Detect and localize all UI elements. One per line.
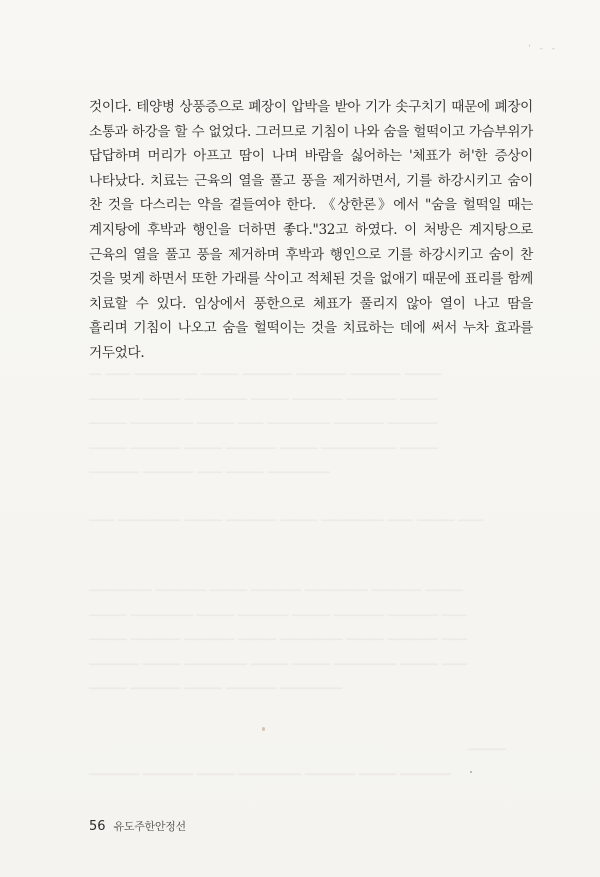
- bleed-through-block: ＿＿＿＿＿ ＿＿＿＿ ＿＿＿ ＿＿＿＿ ＿＿＿＿＿ ＿＿＿＿ ＿＿＿ ＿＿＿ ＿＿＿＿＿ ＿＿＿ ＿＿＿＿ ＿＿＿ ＿＿＿＿ ＿＿＿＿ ＿＿ ＿＿＿ ＿＿＿＿ ＿＿＿＿ ＿＿＿ ＿＿＿＿＿ ＿＿＿ ＿＿＿＿ ＿＿ ＿＿＿＿ ＿＿＿ ＿＿＿＿＿ ＿＿＿ ＿＿＿ ＿＿＿＿＿ ＿＿＿ ＿＿ ＿＿＿ ＿＿＿＿ ＿＿＿ ＿＿＿＿ ＿＿＿＿＿: [89, 577, 467, 690]
- body-paragraph: 것이다. 테양병 상풍증으로 폐장이 압박을 받아 기가 솟구치기 때문에 폐장이 소통과 하강을 할 수 없었다. 그러므로 기침이 나와 숨을 헐떡이고 가슴부위가 답답하며 머리가 아프고 땀이 나며 바람을 싫어하는 '체표가 허'한 증상이 나타났다. 치료는 근육의 열을 풀고 풍을 제거하면서, 기를 하강시키고 숨이 찬 것을 다스리는 약을 곁들여야 한다. 《상한론》에서 "숨을 헐떡일 때는 계지탕에 후박과 행인을 더하면 좋다."32고 하였다. 이 처방은 계지탕으로 근육의 열을 풀고 풍을 제거하며 후박과 행인으로 기를 하강시키고 숨이 찬 것을 멎게 하면서 또한 가래를 삭이고 적체된 것을 없애기 때문에 표리를 함께 치료할 수 있다. 임상에서 풍한으로 체표가 풀리지 않아 열이 나고 땀을 흘리며 기침이 나오고 숨을 헐떡이는 것을 치료하는 데에 써서 누차 효과를 거두었다.: [89, 99, 533, 361]
- page-footer: [89, 818, 186, 834]
- paper-speck: [262, 727, 265, 731]
- bleed-through-line: ＿＿＿＿ ＿＿＿＿ ＿＿＿ ＿＿＿＿＿ ＿＿＿＿ ＿＿＿ ＿＿＿＿: [89, 761, 451, 776]
- running-title: 유도주한안정선: [113, 820, 186, 833]
- paper-speck: [470, 771, 472, 773]
- page-number: 56: [89, 819, 106, 834]
- bleed-through-block: ＿ ＿＿ ＿＿＿＿＿ ＿＿＿ ＿＿＿＿ ＿＿＿＿ ＿＿＿＿ ＿＿＿ ＿＿＿＿ ＿＿＿ ＿＿＿＿＿ ＿＿＿ ＿＿＿＿ ＿＿＿＿ ＿＿＿ ＿＿＿ ＿＿＿＿＿ ＿＿＿ ＿＿ ＿＿＿＿＿ ＿＿＿＿ ＿＿＿＿ ＿＿＿ ＿＿＿＿ ＿＿＿ ＿＿＿＿ ＿＿＿ ＿＿＿＿＿＿ ＿＿＿ ＿＿＿＿ ＿＿＿＿ ＿＿ ＿＿＿ ＿＿＿＿＿: [89, 361, 442, 474]
- bleed-through-heading: ＿＿＿: [468, 736, 506, 751]
- corner-mark: ' - -: [528, 44, 558, 54]
- bleed-through-line: ＿＿ ＿＿＿＿＿ ＿＿＿ ＿＿＿＿ ＿＿＿ ＿＿＿＿＿ ＿＿ ＿＿＿ ＿＿: [89, 507, 484, 522]
